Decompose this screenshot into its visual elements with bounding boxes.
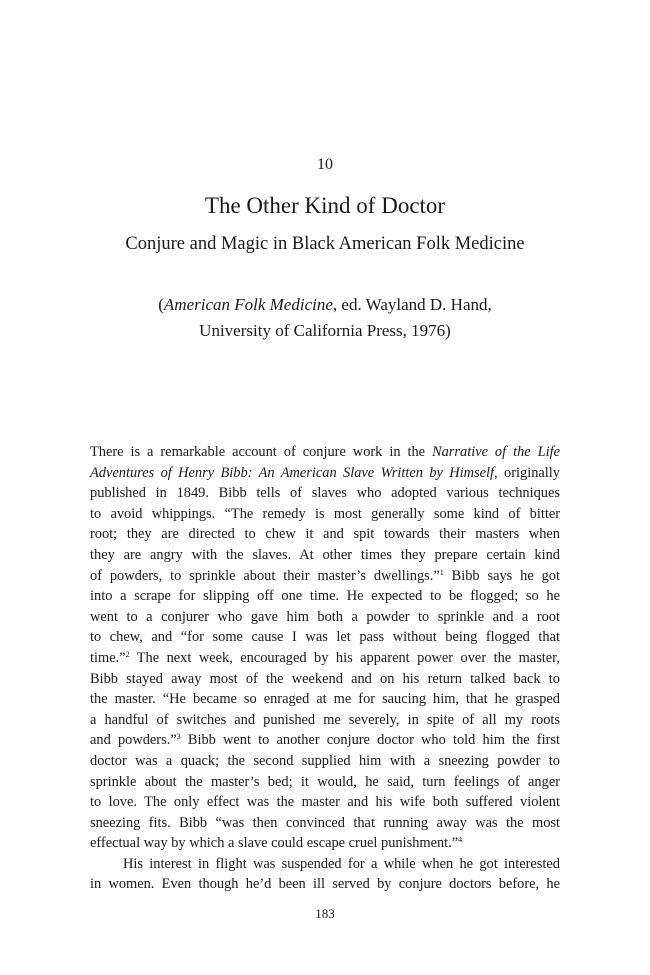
source-note: [0, 292, 650, 344]
text-line: to avoid whippings. “The remedy is most generally some kind of bitter: [90, 505, 560, 522]
text-line: [90, 463, 560, 484]
text-line: Bibb stayed away most of the weekend and on his return talked back to: [90, 670, 560, 687]
footnote-marker: 4: [458, 835, 463, 845]
source-book-title: American Folk Medicine: [163, 295, 333, 314]
paragraph-1: [90, 442, 560, 854]
text-line: [90, 833, 560, 854]
source-note-line-1: [0, 292, 650, 318]
text-line: into a scrape for slipping off one time. He expected to be flogged; so he: [90, 588, 560, 605]
chapter-number: 10: [317, 156, 333, 173]
book-title-italic: Adventures of Henry Bibb: An American Slave Written by Himself,: [90, 464, 498, 481]
footnote-marker: 3: [176, 732, 181, 742]
footnote-marker: 2: [125, 649, 130, 659]
text-run: and powders.”: [90, 732, 177, 749]
text-line: [90, 730, 560, 751]
text-run: of powders, to sprinkle about their master’s dwellings.”: [90, 567, 440, 584]
text-line: sneezing fits. Bibb “was then convinced that running away was the most: [90, 814, 560, 831]
text-line: the master. “He became so enraged at me for saucing him, that he grasped: [90, 691, 560, 708]
source-open-paren: (: [158, 295, 164, 314]
text-line: to chew, and “for some cause I was let pass without being flogged that: [90, 629, 560, 646]
text-line: sprinkle about the master’s bed; it would, he said, turn feelings of anger: [90, 773, 560, 790]
source-publisher: University of California Press, 1976): [199, 321, 451, 340]
text-line: a handful of switches and punished me severely, in spite of all my roots: [90, 711, 560, 728]
chapter-subtitle: Conjure and Magic in Black American Folk Medicine: [125, 234, 525, 254]
text-line: [90, 648, 560, 669]
text-line: they are angry with the slaves. At other times they prepare certain kind: [90, 546, 560, 563]
text-run: time.”: [90, 649, 126, 666]
text-line: root; they are directed to chew it and spit towards their masters when: [90, 526, 560, 543]
text-run: Bibb says he got: [443, 567, 560, 584]
paragraph-2: [90, 854, 560, 895]
text-run: effectual way by which a slave could escape cruel punishment.”: [90, 835, 459, 852]
text-line: published in 1849. Bibb tells of slaves who adopted various techniques: [90, 485, 560, 502]
page-number: 183: [315, 906, 335, 921]
text-run: The next week, encouraged by his apparent power over the master,: [129, 649, 560, 666]
text-run: originally: [497, 464, 560, 481]
footnote-marker: 1: [439, 567, 444, 577]
text-line: His interest in flight was suspended for a while when he got interested: [123, 855, 560, 872]
text-line: doctor was a quack; the second supplied him with a sneezing powder to: [90, 752, 560, 769]
body-text: [90, 442, 560, 895]
text-line: to love. The only effect was the master and his wife both suffered violent: [90, 794, 560, 811]
text-run: There is a remarkable account of conjure work in the: [90, 444, 433, 460]
book-title-italic: Narrative of the Life: [432, 444, 560, 460]
text-line: in women. Even though he’d been ill served by conjure doctors before, he: [90, 876, 560, 893]
chapter-title: The Other Kind of Doctor: [204, 193, 446, 218]
text-line: went to a conjurer who gave him both a powder to sprinkle and a root: [90, 608, 560, 625]
text-line: [90, 566, 560, 587]
text-line: [90, 442, 560, 463]
text-run: Bibb went to another conjure doctor who told him the first: [180, 732, 560, 749]
source-editor: , ed. Wayland D. Hand,: [332, 295, 492, 314]
